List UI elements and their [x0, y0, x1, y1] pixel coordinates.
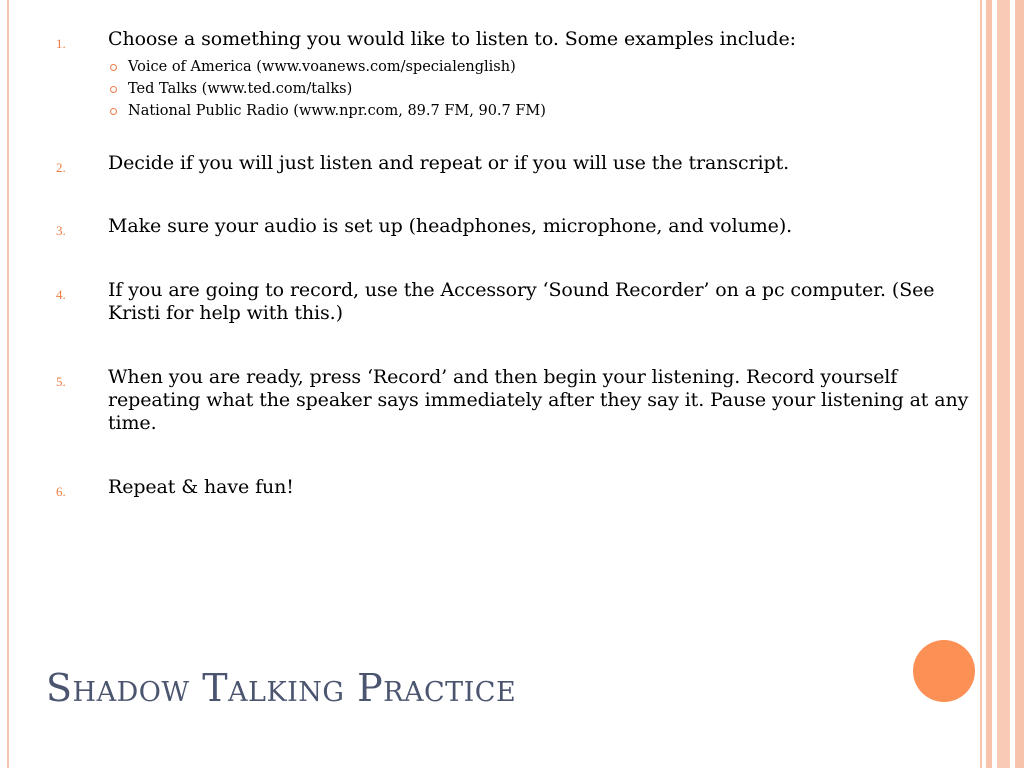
right-stripe [1015, 0, 1024, 768]
item-text: Choose a something you would like to listen to. Some examples include: [108, 28, 796, 50]
list-item-5 [56, 366, 991, 435]
list-item-3 [56, 215, 991, 238]
list-item-2 [56, 152, 991, 175]
item-number: 6. [56, 484, 66, 499]
sub-list-item [108, 78, 991, 100]
item-text: Repeat & have fun! [108, 476, 294, 498]
item-number: 3. [56, 223, 66, 238]
sub-item-text: National Public Radio (www.npr.com, 89.7 FM, 90.7 FM) [128, 103, 546, 119]
sub-list-item [108, 56, 991, 78]
list-item-1 [56, 28, 991, 122]
sub-list-item [108, 100, 991, 122]
item-number: 2. [56, 160, 66, 175]
sub-list [108, 56, 991, 122]
sub-item-text: Ted Talks (www.ted.com/talks) [128, 81, 353, 97]
circle-bullet-icon [110, 108, 117, 115]
circle-bullet-icon [110, 86, 117, 93]
item-text: When you are ready, press ‘Record’ and then begin your listening. Record yourself repeating what the speaker says immediately after they say it. Pause your listening at any time. [108, 366, 969, 434]
decorative-circle [913, 640, 975, 702]
item-number: 1. [56, 36, 66, 51]
item-number: 5. [56, 374, 66, 389]
item-text: If you are going to record, use the Accessory ‘Sound Recorder’ on a pc computer. (See Kristi for help with this.) [108, 279, 935, 324]
circle-bullet-icon [110, 64, 117, 71]
slide-title: Shadow Talking Practice [46, 666, 517, 710]
left-border-line [7, 0, 9, 768]
list-item-6 [56, 476, 991, 499]
slide-body [56, 28, 991, 536]
item-text: Make sure your audio is set up (headphones, microphone, and volume). [108, 215, 793, 237]
right-stripe [997, 0, 1010, 768]
sub-item-text: Voice of America (www.voanews.com/specialenglish) [128, 59, 516, 75]
item-number: 4. [56, 287, 66, 302]
list-item-4 [56, 279, 991, 325]
item-text: Decide if you will just listen and repeat or if you will use the transcript. [108, 152, 790, 174]
